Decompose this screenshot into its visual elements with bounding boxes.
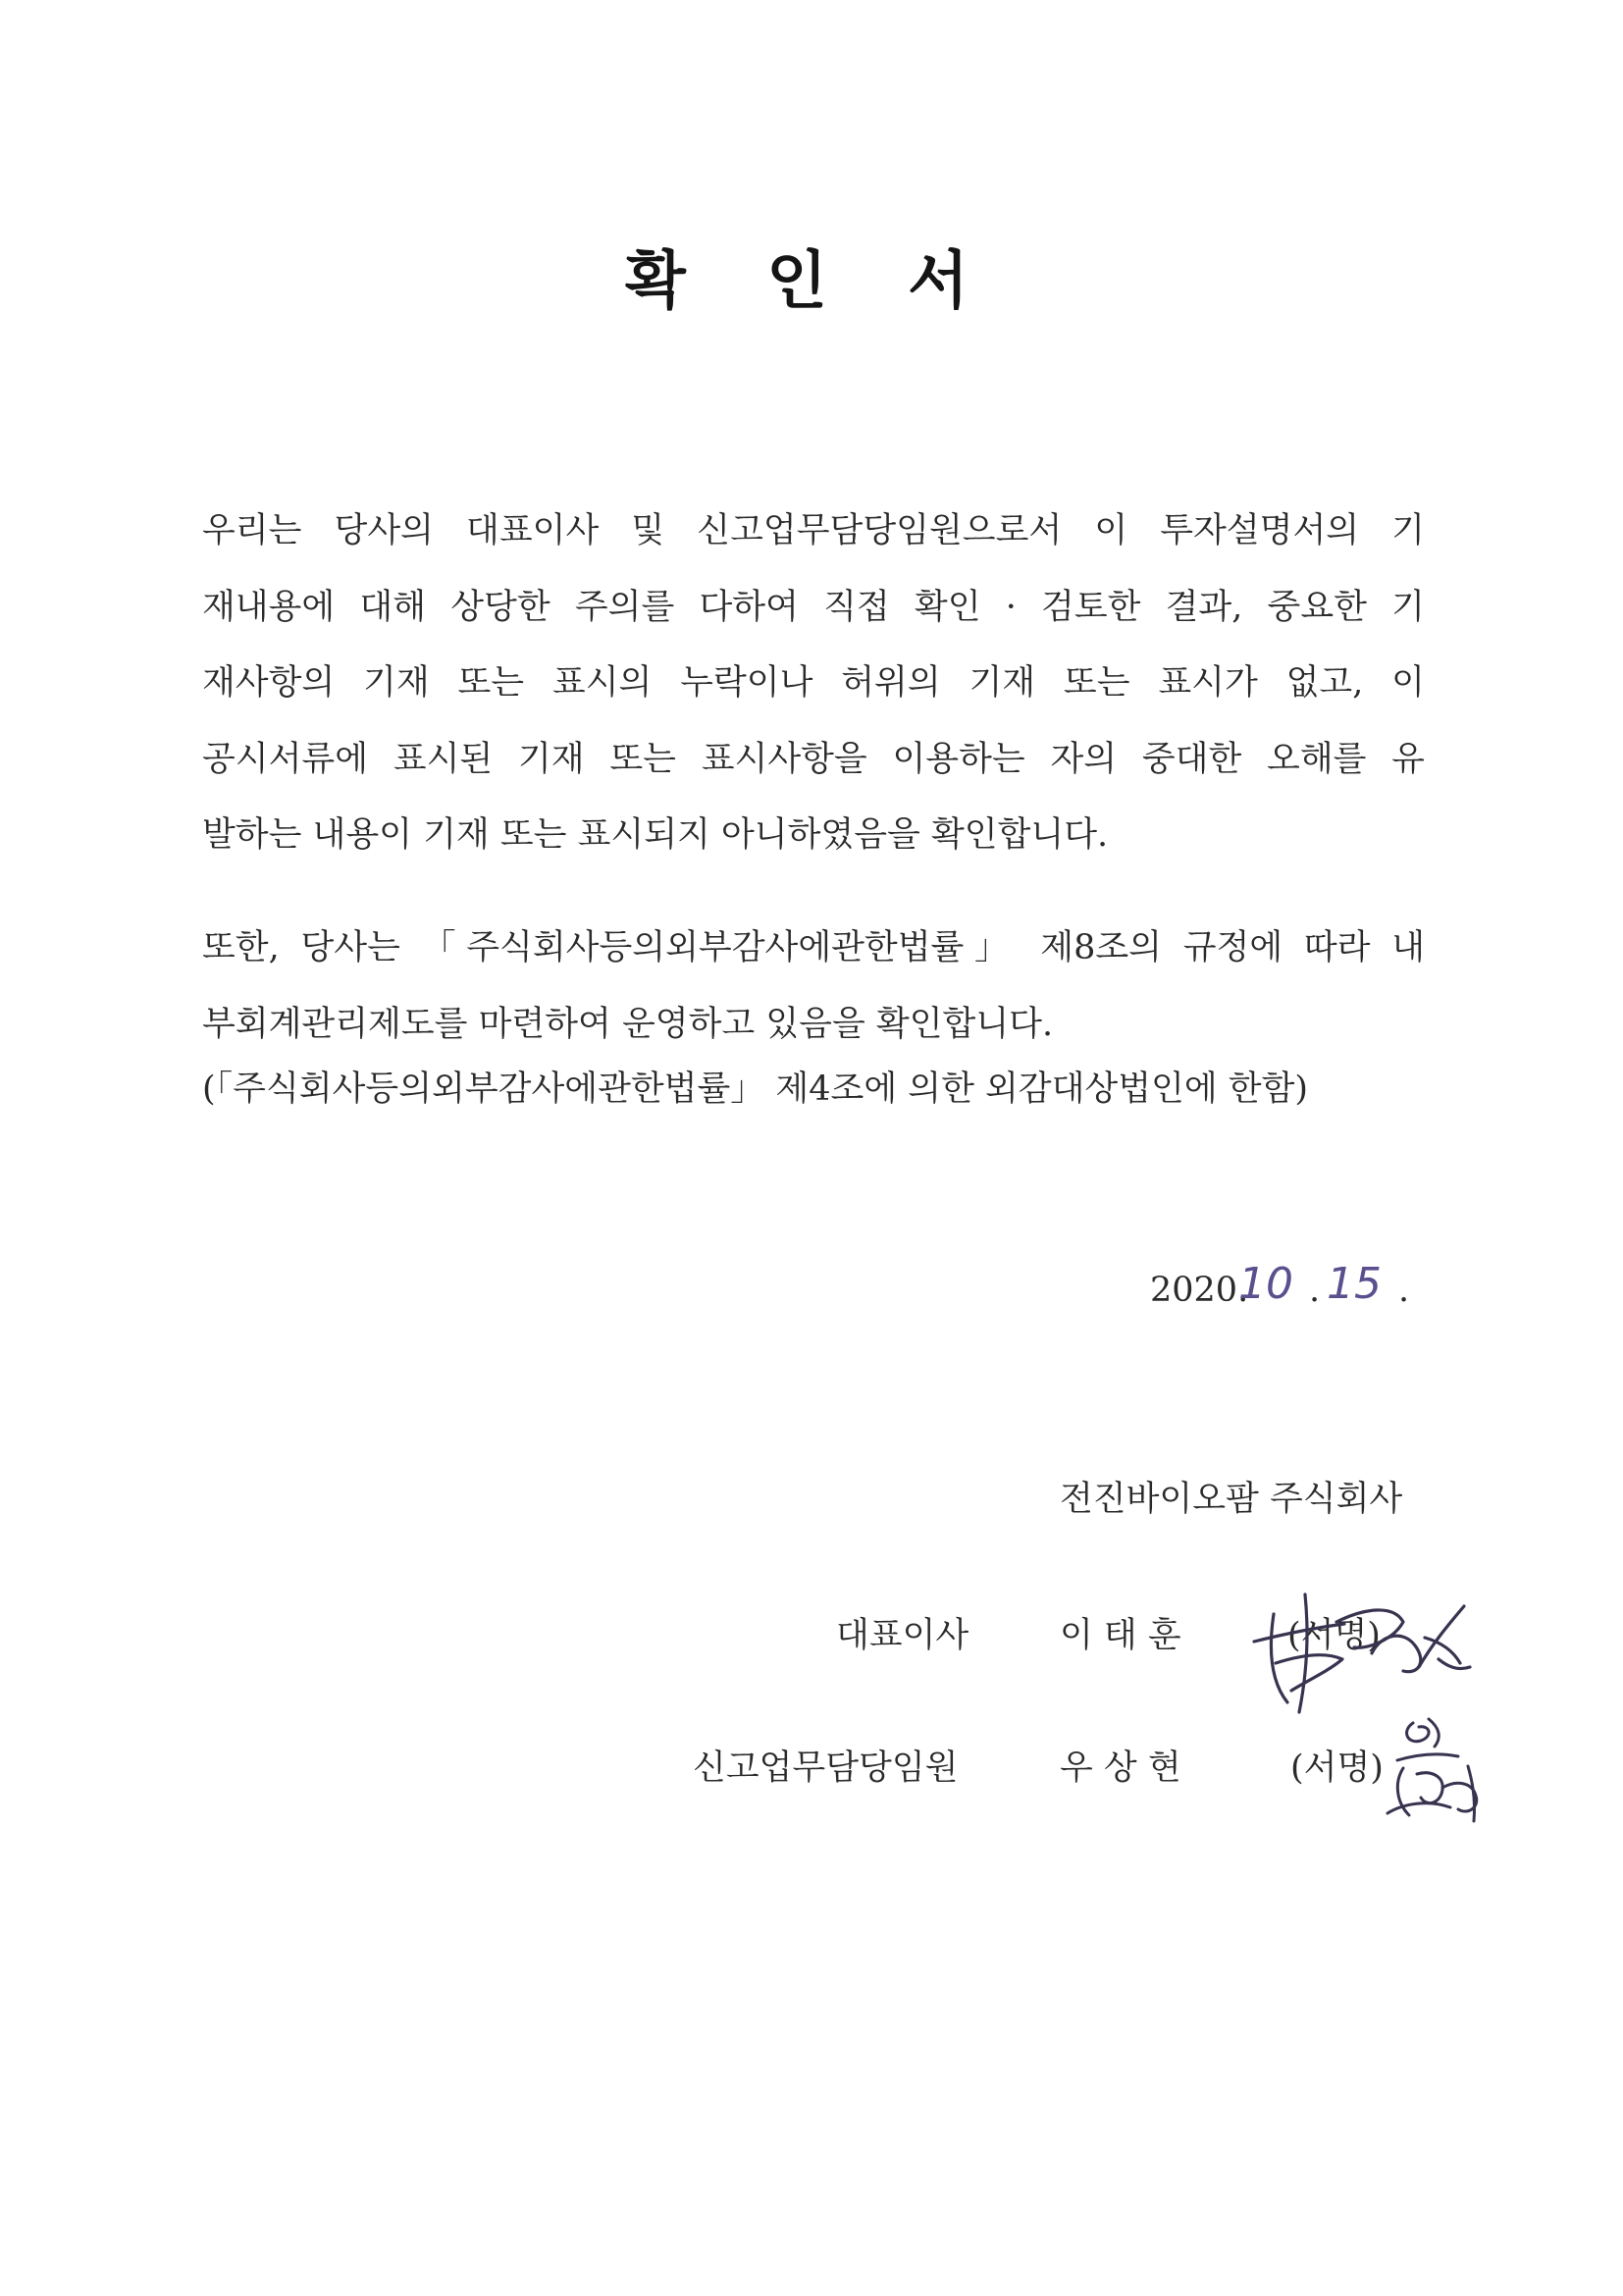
officer-signature-scribble [1374, 1705, 1511, 1843]
date-day-handwritten: 15 [1327, 1259, 1382, 1309]
paragraph1-line-4: 공시서류에 표시된 기재 또는 표시사항을 이용하는 자의 중대한 오해를 유 [202, 740, 1425, 779]
paragraph2-line-2: 부회계관리제도를 마련하여 운영하고 있음을 확인합니다. [202, 1005, 1054, 1044]
date-final-period: . [1398, 1271, 1410, 1310]
company-name: 전진바이오팜 주식회사 [1060, 1480, 1403, 1519]
signatory-name: 이 태 훈 [1060, 1616, 1181, 1655]
paragraph2-line-3: (「주식회사등의외부감사에관한법률」 제4조에 의한 외감대상법인에 한함) [202, 1070, 1309, 1109]
paragraph1-line-3: 재사항의 기재 또는 표시의 누락이나 허위의 기재 또는 표시가 없고, 이 [202, 663, 1425, 703]
date-month-handwritten: 10 [1238, 1259, 1293, 1309]
document-title: 확 인 서 [624, 244, 999, 318]
signature-placeholder: (서명) [1287, 1616, 1381, 1655]
paragraph1-line-1: 우리는 당사의 대표이사 및 신고업무담당임원으로서 이 투자설명서의 기 [202, 511, 1425, 550]
paragraph2-line-1: 또한, 당사는 「주식회사등의외부감사에관한법률」 제8조의 규정에 따라 내 [202, 928, 1425, 967]
date-separator: . [1309, 1271, 1321, 1310]
date-year: 2020. [1150, 1271, 1249, 1310]
signatory-name: 우 상 현 [1060, 1748, 1181, 1788]
signatory-role: 신고업무담당임원 [693, 1748, 959, 1788]
paragraph1-line-5: 발하는 내용이 기재 또는 표시되지 아니하였음을 확인합니다. [202, 815, 1109, 855]
signature-placeholder: (서명) [1290, 1748, 1384, 1788]
signatory-role: 대표이사 [836, 1616, 969, 1655]
paragraph1-line-2: 재내용에 대해 상당한 주의를 다하여 직접 확인 · 검토한 결과, 중요한 기 [202, 588, 1425, 627]
